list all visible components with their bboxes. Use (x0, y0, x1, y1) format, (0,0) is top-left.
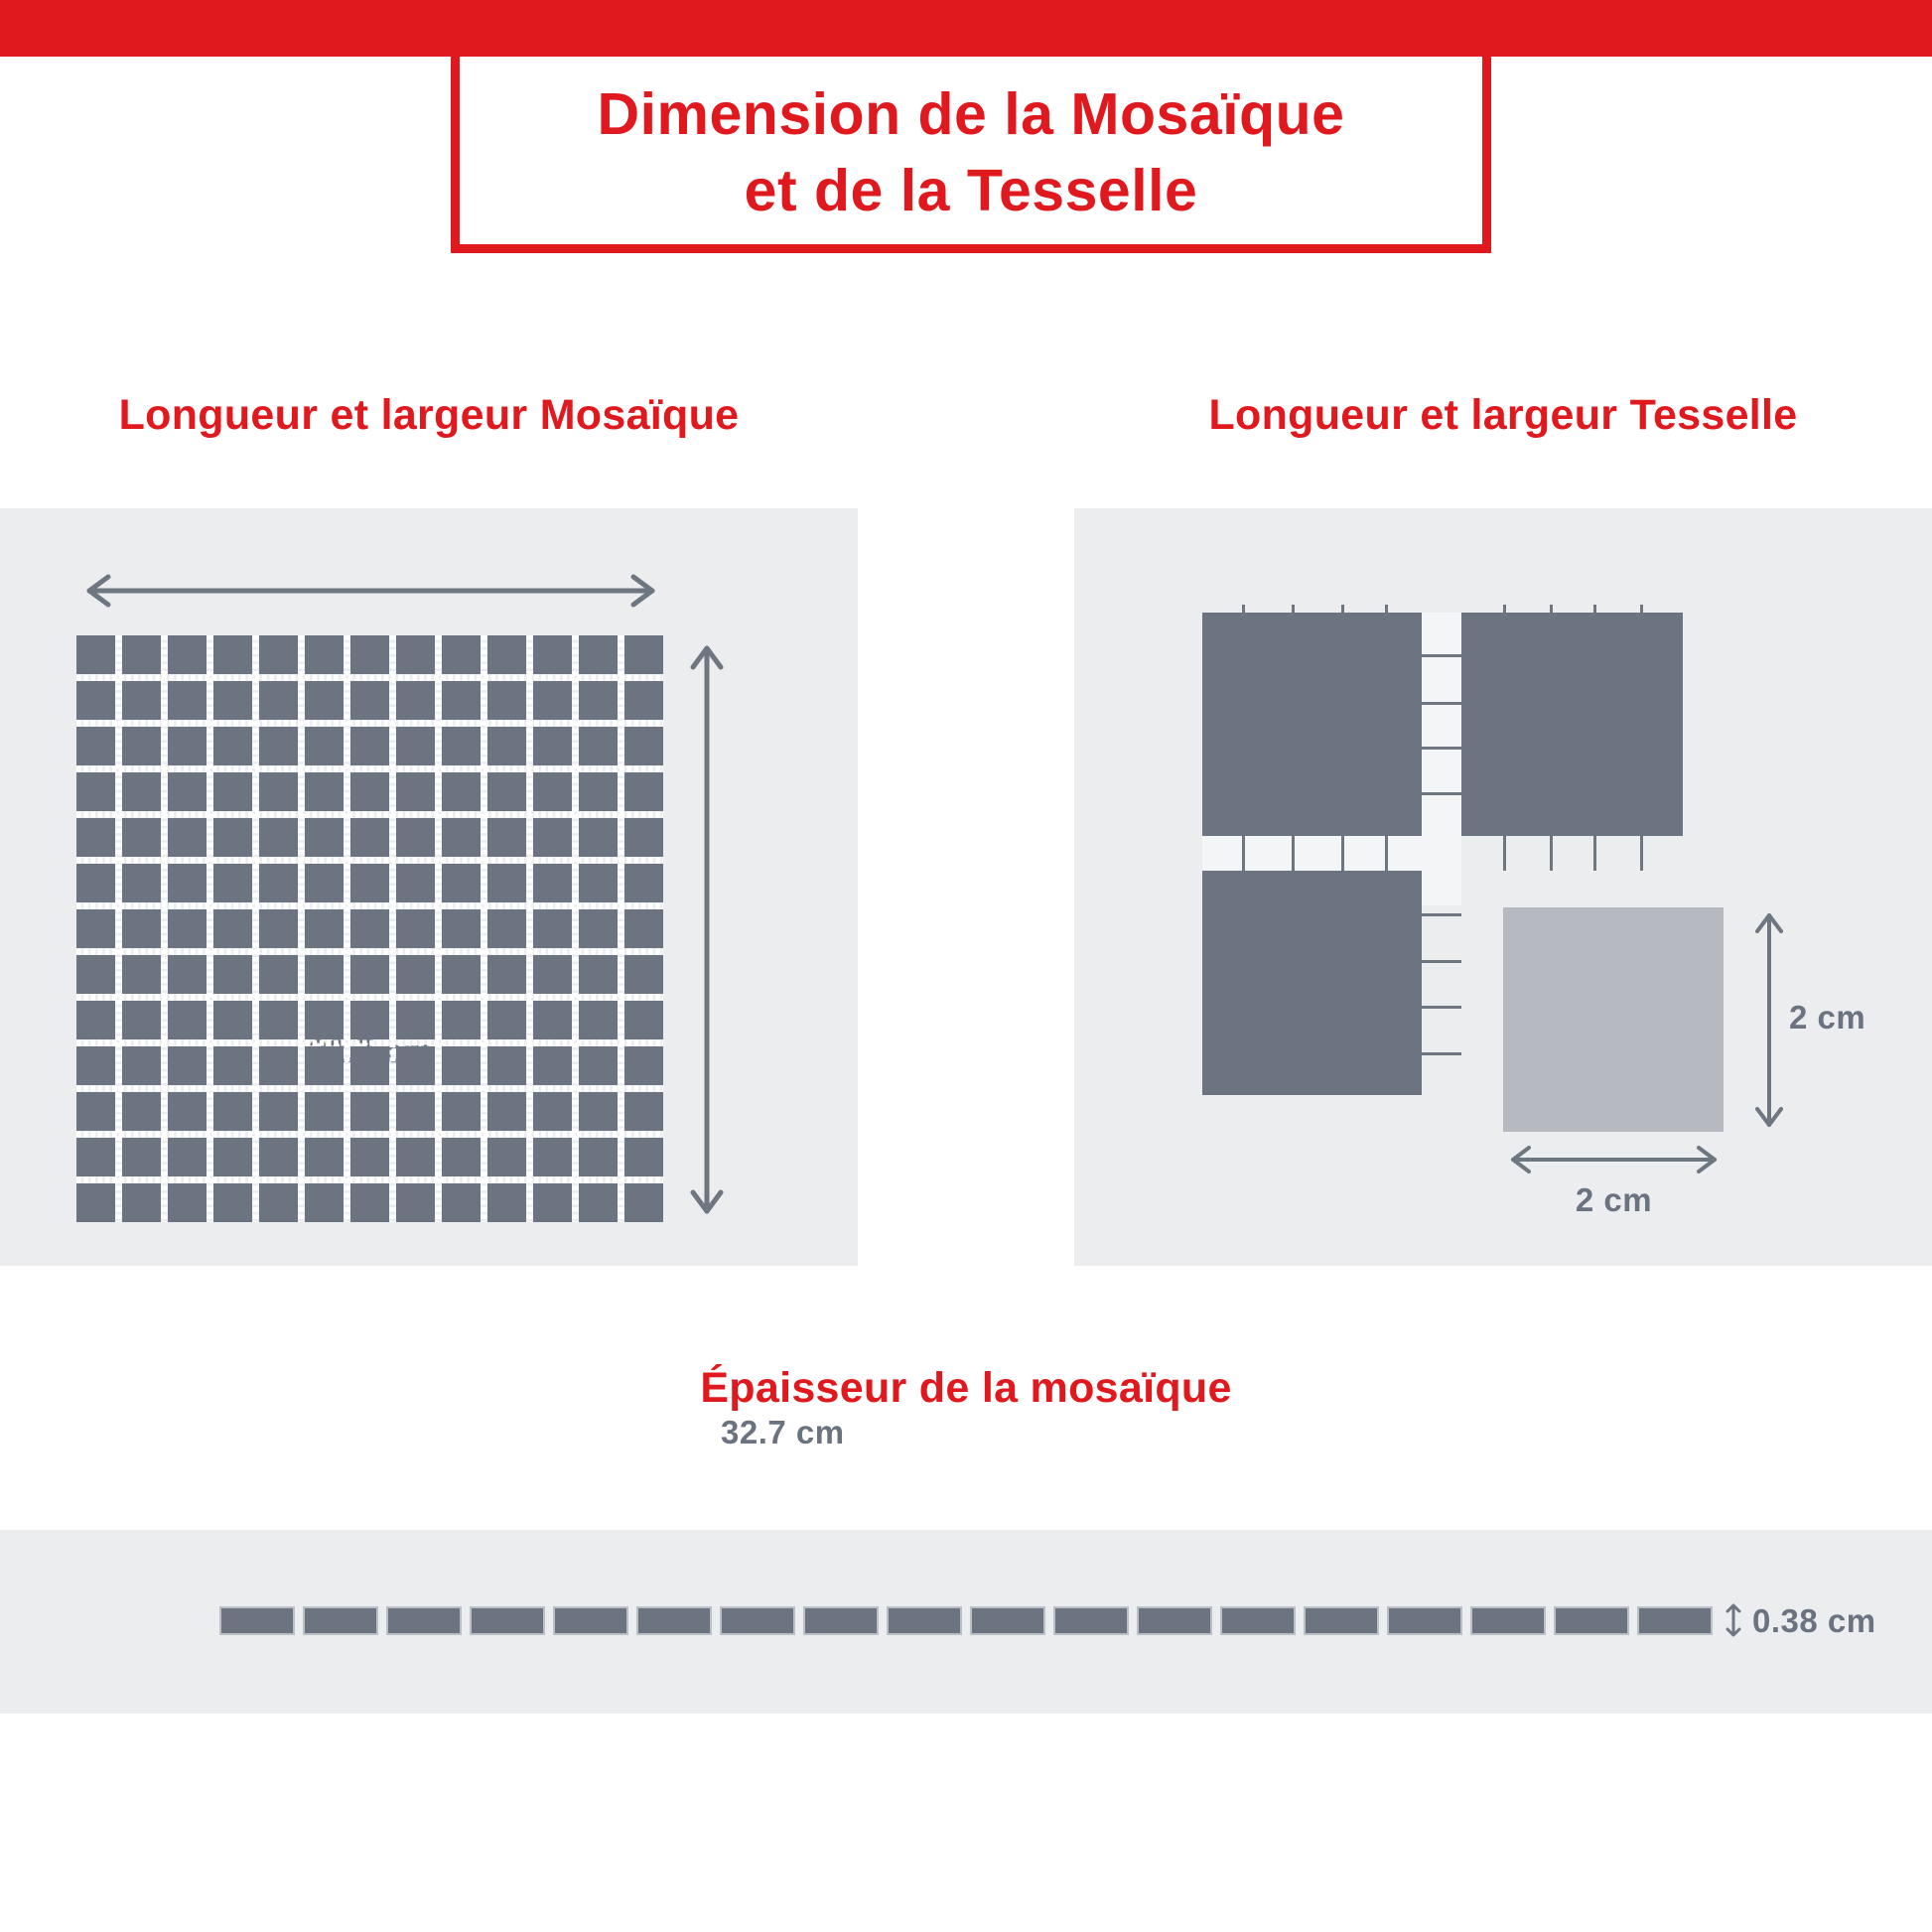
mosaic-tile (624, 1046, 663, 1085)
joint-tick (1422, 960, 1461, 963)
mosaic-tile (213, 864, 252, 902)
mosaic-tile (396, 1183, 435, 1222)
mosaic-tile (533, 681, 572, 720)
tesselle-height-label: 2 cm (1789, 999, 1866, 1035)
mosaic-tile (487, 909, 526, 948)
joint-tick (1341, 836, 1344, 871)
joint-tick (1341, 605, 1344, 613)
mosaic-tile (579, 1092, 618, 1131)
thickness-tile (1470, 1606, 1546, 1635)
mosaic-tile (442, 955, 481, 994)
mosaic-tile (122, 864, 161, 902)
title-box (451, 26, 1491, 253)
thickness-tile (553, 1606, 628, 1635)
mosaic-tile (533, 909, 572, 948)
mosaic-tile (213, 1092, 252, 1131)
mosaic-tile (122, 1092, 161, 1131)
mosaic-tile (259, 1046, 298, 1085)
mosaic-tile (350, 1183, 389, 1222)
thickness-tile (1637, 1606, 1713, 1635)
mosaic-tile (624, 1183, 663, 1222)
mosaic-tile (350, 772, 389, 811)
tesselle-square-top-left (1202, 613, 1422, 836)
thickness-tile (720, 1606, 795, 1635)
mosaic-tile (213, 1001, 252, 1039)
mosaic-tile (76, 635, 115, 674)
joint-tick (1242, 605, 1245, 613)
mosaic-tile (624, 635, 663, 674)
mosaic-tile (533, 772, 572, 811)
mosaic-tile (259, 727, 298, 765)
mosaic-tile (487, 727, 526, 765)
mosaic-tile (168, 1001, 207, 1039)
mosaic-tile (442, 1046, 481, 1085)
mosaic-tile (533, 1092, 572, 1131)
mosaic-width-arrow-icon (77, 574, 664, 608)
mosaic-tile (396, 635, 435, 674)
mosaic-tile (396, 727, 435, 765)
mosaic-tile (168, 909, 207, 948)
joint-tick (1503, 836, 1506, 871)
mosaic-tile (624, 909, 663, 948)
mosaic-tile (487, 1138, 526, 1176)
mosaic-height-arrow-icon (690, 636, 724, 1223)
mosaic-tile (259, 909, 298, 948)
mosaic-tile (213, 635, 252, 674)
joint-tick (1385, 836, 1388, 871)
mosaic-tile (487, 772, 526, 811)
mosaic-tile (579, 818, 618, 857)
mosaic-tile (579, 772, 618, 811)
joint-tick (1422, 913, 1461, 916)
mosaic-tile (396, 955, 435, 994)
thickness-tile (636, 1606, 712, 1635)
joint-tick (1640, 605, 1643, 613)
mosaic-tile (487, 681, 526, 720)
mosaic-tile (122, 727, 161, 765)
mosaic-tile (305, 1183, 344, 1222)
mosaic-tile (533, 727, 572, 765)
thickness-arrow-icon (1725, 1601, 1742, 1639)
page-title-line2: et de la Tesselle (744, 157, 1198, 223)
thickness-tile (303, 1606, 378, 1635)
mosaic-tile (396, 1046, 435, 1085)
mosaic-grid (76, 635, 663, 1222)
mosaic-tile (213, 727, 252, 765)
mosaic-tile (305, 955, 344, 994)
mosaic-tile (305, 727, 344, 765)
mosaic-tile (396, 1092, 435, 1131)
mosaic-tile (579, 909, 618, 948)
mosaic-tile (168, 1138, 207, 1176)
header-red-bar (0, 0, 1932, 57)
mosaic-tile (487, 1183, 526, 1222)
mosaic-tile (442, 681, 481, 720)
thickness-section-heading: Épaisseur de la mosaïque (700, 1364, 1232, 1412)
mosaic-section-heading: Longueur et largeur Mosaïque (118, 391, 740, 439)
thickness-tile (1053, 1606, 1129, 1635)
mosaic-tile (579, 1138, 618, 1176)
thickness-tile-strip (219, 1606, 1713, 1635)
mosaic-tile (442, 864, 481, 902)
thickness-tile (1554, 1606, 1629, 1635)
mosaic-tile (442, 1183, 481, 1222)
thickness-tile (803, 1606, 879, 1635)
mosaic-tile (487, 1001, 526, 1039)
mosaic-tile (76, 1092, 115, 1131)
mosaic-tile (579, 864, 618, 902)
mosaic-tile (579, 1046, 618, 1085)
mosaic-tile (122, 1046, 161, 1085)
mosaic-tile (259, 1092, 298, 1131)
mosaic-tile (350, 1046, 389, 1085)
mosaic-tile (305, 1001, 344, 1039)
mosaic-tile (122, 1138, 161, 1176)
mosaic-tile (350, 727, 389, 765)
mosaic-tile (396, 818, 435, 857)
mosaic-tile (305, 772, 344, 811)
mosaic-tile (305, 909, 344, 948)
mosaic-tile (259, 1001, 298, 1039)
mosaic-tile (122, 818, 161, 857)
mosaic-tile (579, 727, 618, 765)
mosaic-tile (442, 909, 481, 948)
mosaic-tile (76, 1183, 115, 1222)
mosaic-tile (259, 955, 298, 994)
tesselle-square-bottom-left (1202, 871, 1422, 1095)
joint-tick (1422, 792, 1461, 795)
mosaic-tile (259, 1138, 298, 1176)
mosaic-tile (487, 1046, 526, 1085)
mosaic-tile (350, 864, 389, 902)
mosaic-tile (624, 1092, 663, 1131)
mosaic-tile (305, 1046, 344, 1085)
page-title-line1: Dimension de la Mosaïque (597, 80, 1345, 147)
mosaic-tile (213, 681, 252, 720)
joint-tick (1422, 654, 1461, 657)
mosaic-tile (533, 1001, 572, 1039)
mosaic-tile (579, 635, 618, 674)
thickness-tile (470, 1606, 545, 1635)
mosaic-tile (305, 1092, 344, 1131)
mosaic-tile (396, 772, 435, 811)
mosaic-tile (350, 818, 389, 857)
joint-tick (1550, 605, 1553, 613)
thickness-tile (386, 1606, 462, 1635)
mosaic-tile (396, 1138, 435, 1176)
mosaic-tile (533, 1183, 572, 1222)
tesselle-square-top-right (1461, 613, 1683, 836)
joint-tick (1242, 836, 1245, 871)
mosaic-tile (442, 727, 481, 765)
mosaic-tile (624, 864, 663, 902)
mosaic-tile (168, 1046, 207, 1085)
mosaic-tile (122, 955, 161, 994)
mosaic-tile (533, 818, 572, 857)
joint-tick (1385, 605, 1388, 613)
mosaic-tile (396, 1001, 435, 1039)
thickness-value-label: 0.38 cm (1752, 1602, 1876, 1639)
joint-tick (1292, 836, 1295, 871)
thickness-tile (970, 1606, 1045, 1635)
mosaic-tile (76, 955, 115, 994)
mosaic-tile (122, 909, 161, 948)
mosaic-tile (259, 1183, 298, 1222)
mosaic-tile (624, 772, 663, 811)
mosaic-tile (442, 772, 481, 811)
joint-tick (1503, 605, 1506, 613)
mosaic-tile (533, 635, 572, 674)
mosaic-tile (396, 681, 435, 720)
mosaic-tile (442, 818, 481, 857)
mosaic-tile (213, 955, 252, 994)
mosaic-tile (624, 818, 663, 857)
mosaic-tile (487, 864, 526, 902)
mosaic-tile (122, 635, 161, 674)
mosaic-tile (122, 1001, 161, 1039)
tesselle-section-heading: Longueur et largeur Tesselle (1208, 391, 1798, 439)
mosaic-tile (213, 1046, 252, 1085)
mosaic-tile (168, 1183, 207, 1222)
mosaic-tile (259, 635, 298, 674)
mosaic-tile (122, 1183, 161, 1222)
mosaic-tile (533, 1046, 572, 1085)
mosaic-tile (442, 1001, 481, 1039)
joint-tick (1422, 702, 1461, 705)
mosaic-tile (259, 818, 298, 857)
mosaic-tile (168, 1092, 207, 1131)
mosaic-tile (76, 772, 115, 811)
tesselle-width-arrow-icon (1503, 1143, 1725, 1176)
thickness-tile (887, 1606, 962, 1635)
mosaic-tile (350, 681, 389, 720)
mosaic-tile (442, 1092, 481, 1131)
mosaic-tile (213, 909, 252, 948)
mosaic-tile (350, 909, 389, 948)
mosaic-tile (350, 1001, 389, 1039)
mosaic-tile (350, 955, 389, 994)
mosaic-tile (579, 681, 618, 720)
mosaic-tile (487, 635, 526, 674)
mosaic-tile (76, 909, 115, 948)
mosaic-tile (213, 1183, 252, 1222)
mosaic-tile (76, 1001, 115, 1039)
mosaic-tile (396, 909, 435, 948)
mosaic-tile (168, 818, 207, 857)
mosaic-tile (305, 818, 344, 857)
mosaic-tile (624, 727, 663, 765)
tesselle-panel (1074, 508, 1932, 1266)
mosaic-tile (168, 635, 207, 674)
thickness-tile (1304, 1606, 1379, 1635)
mosaic-tile (122, 772, 161, 811)
mosaic-tile (442, 635, 481, 674)
mosaic-tile (624, 1138, 663, 1176)
mosaic-tile (533, 955, 572, 994)
mosaic-tile (213, 772, 252, 811)
joint-tick (1550, 836, 1553, 871)
mosaic-tile (259, 864, 298, 902)
mosaic-tile (76, 727, 115, 765)
mosaic-tile (122, 681, 161, 720)
mosaic-tile (533, 864, 572, 902)
thickness-tile (219, 1606, 295, 1635)
thickness-tile (1387, 1606, 1462, 1635)
mosaic-tile (168, 955, 207, 994)
joint-tick (1640, 836, 1643, 871)
mosaic-tile (76, 1046, 115, 1085)
mosaic-tile (624, 955, 663, 994)
mosaic-tile (350, 1092, 389, 1131)
mosaic-tile (350, 635, 389, 674)
mosaic-tile (396, 864, 435, 902)
mosaic-tile (305, 681, 344, 720)
tesselle-height-arrow-icon (1752, 905, 1786, 1135)
mosaic-tile (168, 727, 207, 765)
joint-tick (1593, 605, 1596, 613)
mosaic-tile (624, 681, 663, 720)
joint-tick (1422, 1052, 1461, 1055)
mosaic-tile (76, 681, 115, 720)
mosaic-tile (579, 955, 618, 994)
mosaic-tile (76, 1138, 115, 1176)
mosaic-tile (76, 864, 115, 902)
mosaic-panel (0, 508, 858, 1450)
mosaic-tile (579, 1001, 618, 1039)
mosaic-tile (168, 681, 207, 720)
mosaic-tile (305, 864, 344, 902)
mosaic-tile (579, 1183, 618, 1222)
thickness-tile (1137, 1606, 1212, 1635)
mosaic-tile (487, 818, 526, 857)
thickness-tile (1220, 1606, 1296, 1635)
mosaic-tile (259, 772, 298, 811)
tesselle-square-measured (1503, 907, 1724, 1132)
joint-tick (1422, 1006, 1461, 1009)
mosaic-tile (533, 1138, 572, 1176)
mosaic-height-label: 32.7 cm (721, 1414, 845, 1450)
mosaic-tile (305, 1138, 344, 1176)
mosaic-tile (213, 1138, 252, 1176)
mosaic-tile (442, 1138, 481, 1176)
mosaic-tile (487, 1092, 526, 1131)
mosaic-tile (350, 1138, 389, 1176)
mosaic-tile (76, 818, 115, 857)
mosaic-tile (168, 864, 207, 902)
mosaic-tile (305, 635, 344, 674)
joint-tick (1593, 836, 1596, 871)
mosaic-tile (213, 818, 252, 857)
mosaic-tile (259, 681, 298, 720)
mosaic-tile (624, 1001, 663, 1039)
mosaic-tile (168, 772, 207, 811)
joint-tick (1422, 747, 1461, 750)
joint-tick (1292, 605, 1295, 613)
mosaic-tile (487, 955, 526, 994)
tesselle-width-label: 2 cm (1575, 1181, 1653, 1218)
